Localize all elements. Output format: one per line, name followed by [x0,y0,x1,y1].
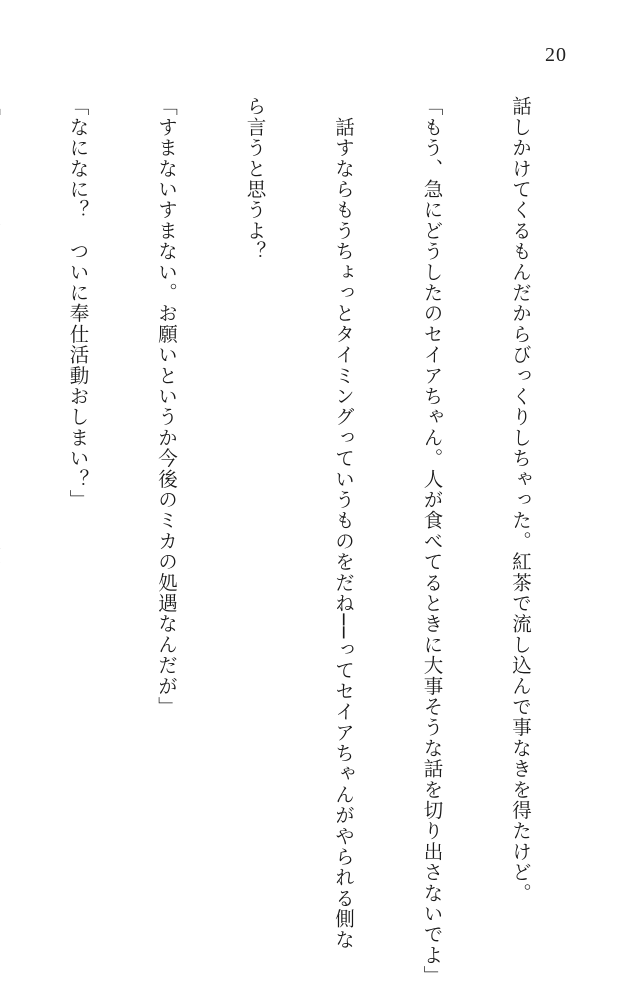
text-line-7 [0,96,4,836]
text-line-2: 「もう、急にどうしたのセイアちゃん。人が食べてるときに大事そうな話を切り出さないでよ」 [420,96,444,986]
text-line-1: 話しかけてくるもんだからびっくりしちゃった。紅茶で流し込んで事なきを得たけど。 [509,96,532,904]
vertical-text-body [0,96,594,986]
text-line-5: 「すまないすまない。お願いというか今後のミカの処遇なんだが」 [155,96,178,717]
text-line-6: 「なになに？ ついに奉仕活動おしまい？」 [66,96,90,510]
text-line-3: 話すならもうちょっとタイミングっていうものをだね──ってセイアちゃんがやられる側な [332,96,355,950]
text-line-4: ら言うと思うよ？ [243,96,267,262]
page-number: 20 [545,44,567,66]
